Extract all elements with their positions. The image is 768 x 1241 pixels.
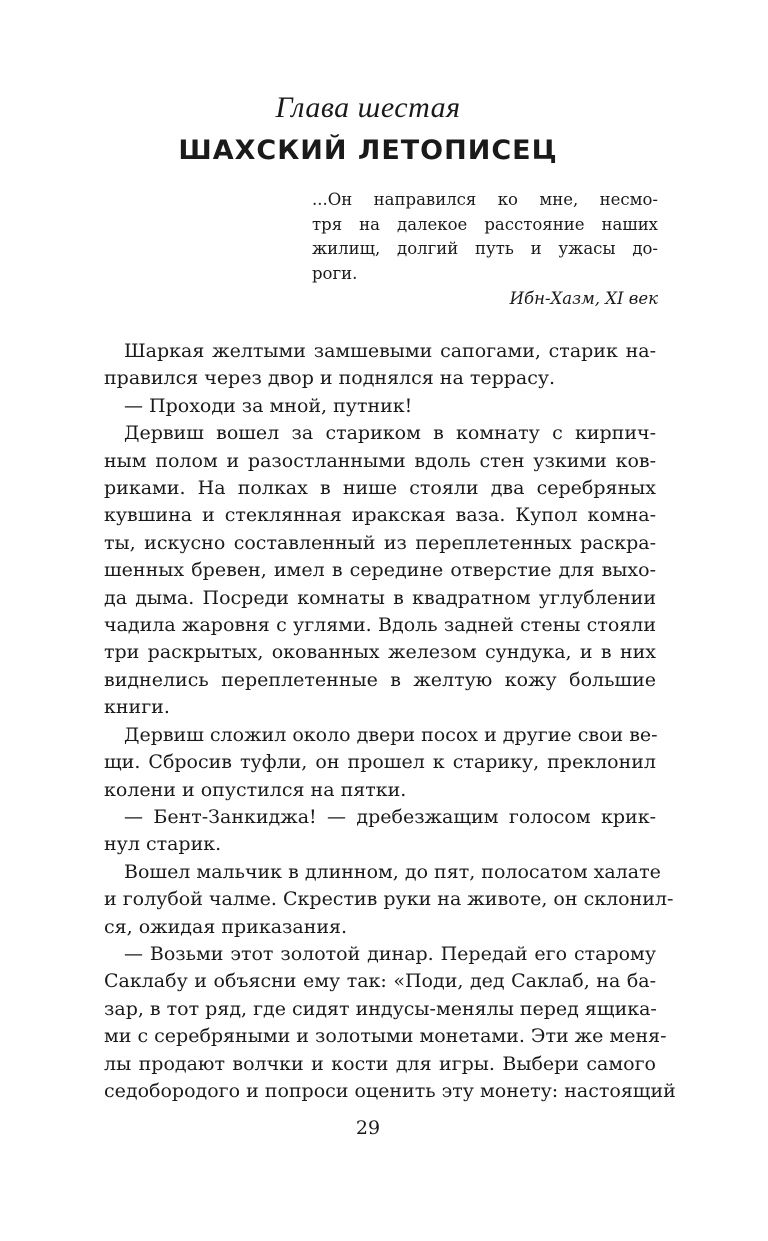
epigraph-line: тря на далекое расстояние наших <box>312 214 658 234</box>
epigraph <box>312 188 658 312</box>
text-line: Шаркая желтыми замшевыми сапогами, старик на- <box>124 340 656 362</box>
paragraph <box>104 393 656 420</box>
epigraph-line: ...Он направился ко мне, несмо- <box>312 190 658 209</box>
text-line: лы продают волчки и кости для игры. Выбери самого <box>104 1052 656 1075</box>
text-line: — Возьми этот золотой динар. Передай его старому <box>124 942 656 965</box>
text-line: виднелись переплетенные в желтую кожу большие <box>104 668 656 691</box>
text-line: ми с серебряными и золотыми монетами. Эти же меня- <box>104 1025 667 1048</box>
text-line: колени и опустился на пятки. <box>104 778 407 801</box>
paragraph <box>104 941 676 1105</box>
text-line: правился через двор и поднялся на террасу. <box>104 367 556 390</box>
text-line: нул старик. <box>104 833 222 856</box>
paragraph <box>104 804 656 859</box>
epigraph-text <box>312 188 658 286</box>
text-line: да дыма. Посреди комнаты в квадратном углублении <box>104 586 656 609</box>
text-line: Саклабу и объясни ему так: «Поди, дед Саклаб, на ба- <box>104 970 656 993</box>
text-line: ся, ожидая приказания. <box>104 915 348 938</box>
text-line: — Проходи за мной, путник! <box>124 394 413 417</box>
epigraph-line: роги. <box>312 263 358 283</box>
chapter-title: ШАХСКИЙ ЛЕТОПИСЕЦ <box>178 135 558 166</box>
text-line: Дервиш сложил около двери посох и другие свои ве- <box>124 723 658 746</box>
paragraph <box>104 338 656 393</box>
epigraph-line: жилищ, долгий путь и ужасы до- <box>312 239 658 258</box>
text-line: шенных бревен, имел в середине отверстие для выхо- <box>104 559 656 582</box>
text-line: риками. На полках в нише стояли два серебряных <box>104 477 656 500</box>
text-line: Дервиш вошел за стариком в комнату с кирпич- <box>124 422 656 445</box>
text-line: — Бент-Занкиджа! — дребезжащим голосом крик- <box>124 805 656 828</box>
text-line: кувшина и стеклянная иракская ваза. Купол комна- <box>104 504 656 527</box>
text-line: книги. <box>104 696 170 719</box>
paragraph <box>104 722 656 804</box>
text-line: ным полом и разостланными вдоль стен узкими ков- <box>104 449 656 472</box>
text-line: Вошел мальчик в длинном, до пят, полосатом халате <box>124 860 661 883</box>
body-text <box>104 338 676 1105</box>
epigraph-source: Ибн-Хазм, XI век <box>509 289 658 308</box>
text-line: чадила жаровня с углями. Вдоль задней стены стояли <box>104 614 656 637</box>
text-line: щи. Сбросив туфли, он прошел к старику, преклонил <box>104 751 656 774</box>
text-line: и голубой чалме. Скрестив руки на животе, он склонил- <box>104 888 674 911</box>
paragraph <box>104 420 656 721</box>
chapter-label: Глава шестая <box>275 91 461 124</box>
text-line: зар, в тот ряд, где сидят индусы-менялы перед ящика- <box>104 997 657 1020</box>
page-number: 29 <box>355 1117 381 1139</box>
text-line: седобородого и попроси оценить эту монету: настоящий <box>104 1079 676 1102</box>
paragraph <box>104 859 674 941</box>
text-line: три раскрытых, окованных железом сундука, и в них <box>104 641 656 664</box>
text-line: ты, искусно составленный из переплетенных раскра- <box>104 531 656 554</box>
